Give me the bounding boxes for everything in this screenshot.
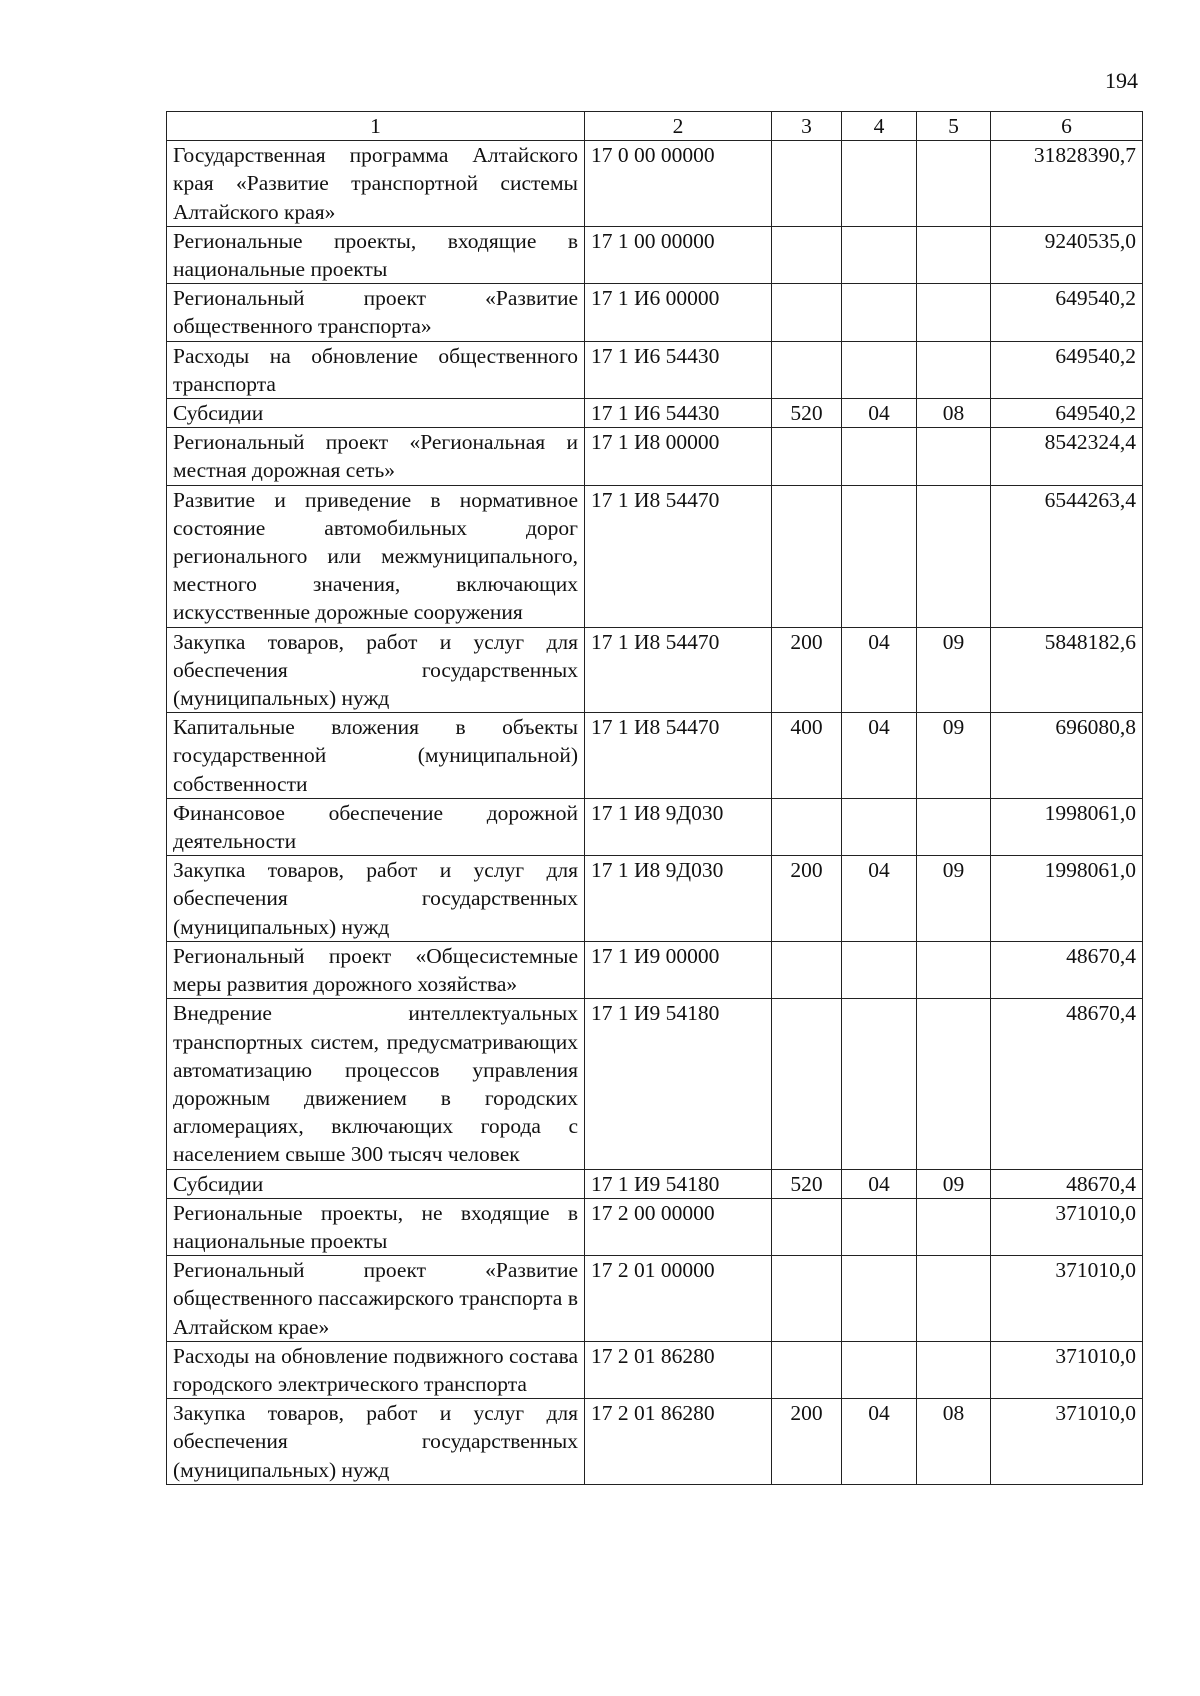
row-amount-cell: 371010,0 [991, 1256, 1143, 1342]
row-code-cell: 17 1 И9 54180 [585, 999, 772, 1169]
row-col3-cell: 520 [772, 399, 842, 428]
row-col5-cell [917, 141, 991, 227]
header-cell-2: 2 [585, 112, 772, 141]
table-row [167, 1399, 1143, 1485]
row-code-cell: 17 2 01 00000 [585, 1256, 772, 1342]
row-col3-cell [772, 999, 842, 1169]
row-col3-cell [772, 1198, 842, 1255]
row-code-cell: 17 1 И6 54430 [585, 399, 772, 428]
row-name-cell: Субсидии [167, 1169, 585, 1198]
row-col3-cell [772, 141, 842, 227]
row-col3-cell [772, 485, 842, 627]
row-name-cell: Расходы на обновление подвижного состава городского электрического транспорта [167, 1341, 585, 1398]
row-col3-cell: 200 [772, 627, 842, 713]
row-col4-cell: 04 [842, 1399, 917, 1485]
table-row [167, 141, 1143, 227]
row-name-cell: Региональный проект «Развитие общественного пассажирского транспорта в Алтайском крае» [167, 1256, 585, 1342]
row-col4-cell [842, 941, 917, 998]
row-code-cell: 17 1 И8 9Д030 [585, 798, 772, 855]
row-amount-cell: 9240535,0 [991, 226, 1143, 283]
row-name-cell: Закупка товаров, работ и услуг для обеспечения государственных (муниципальных) нужд [167, 627, 585, 713]
row-amount-cell: 696080,8 [991, 713, 1143, 799]
row-col5-cell [917, 485, 991, 627]
row-col3-cell [772, 428, 842, 485]
row-col4-cell [842, 485, 917, 627]
header-cell-3: 3 [772, 112, 842, 141]
row-name-cell: Региональный проект «Развитие общественного транспорта» [167, 284, 585, 341]
table-row [167, 399, 1143, 428]
row-name-cell: Финансовое обеспечение дорожной деятельности [167, 798, 585, 855]
row-name-cell: Закупка товаров, работ и услуг для обеспечения государственных (муниципальных) нужд [167, 856, 585, 942]
row-col5-cell [917, 1256, 991, 1342]
row-amount-cell: 649540,2 [991, 284, 1143, 341]
row-col5-cell: 09 [917, 856, 991, 942]
row-code-cell: 17 2 01 86280 [585, 1399, 772, 1485]
row-col3-cell [772, 341, 842, 398]
row-col3-cell [772, 284, 842, 341]
row-amount-cell: 31828390,7 [991, 141, 1143, 227]
table-row [167, 1198, 1143, 1255]
table-row [167, 485, 1143, 627]
row-amount-cell: 5848182,6 [991, 627, 1143, 713]
row-col4-cell [842, 428, 917, 485]
table-row [167, 1341, 1143, 1398]
row-col5-cell [917, 798, 991, 855]
row-col4-cell: 04 [842, 713, 917, 799]
row-col4-cell: 04 [842, 627, 917, 713]
table-row [167, 226, 1143, 283]
row-amount-cell: 371010,0 [991, 1341, 1143, 1398]
table-row [167, 284, 1143, 341]
table-row [167, 999, 1143, 1169]
row-col5-cell [917, 284, 991, 341]
header-cell-1: 1 [167, 112, 585, 141]
row-col4-cell [842, 284, 917, 341]
row-col3-cell: 400 [772, 713, 842, 799]
row-col4-cell [842, 1256, 917, 1342]
row-amount-cell: 1998061,0 [991, 856, 1143, 942]
row-col5-cell [917, 226, 991, 283]
row-code-cell: 17 1 И8 00000 [585, 428, 772, 485]
row-name-cell: Капитальные вложения в объекты государственной (муниципальной) собственности [167, 713, 585, 799]
table-row [167, 941, 1143, 998]
row-code-cell: 17 1 И9 54180 [585, 1169, 772, 1198]
header-cell-6: 6 [991, 112, 1143, 141]
budget-table [166, 111, 1143, 1485]
row-code-cell: 17 2 00 00000 [585, 1198, 772, 1255]
row-code-cell: 17 1 И8 54470 [585, 713, 772, 799]
table-body [167, 141, 1143, 1485]
row-code-cell: 17 1 00 00000 [585, 226, 772, 283]
row-amount-cell: 48670,4 [991, 999, 1143, 1169]
page-number: 194 [1105, 68, 1138, 93]
row-code-cell: 17 0 00 00000 [585, 141, 772, 227]
row-col3-cell [772, 1256, 842, 1342]
row-name-cell: Развитие и приведение в нормативное состояние автомобильных дорог регионального или межмуниципального, местного значения, включающих искусственные дорожные сооружения [167, 485, 585, 627]
row-amount-cell: 48670,4 [991, 941, 1143, 998]
row-amount-cell: 6544263,4 [991, 485, 1143, 627]
row-col4-cell [842, 226, 917, 283]
header-row [167, 112, 1143, 141]
row-amount-cell: 371010,0 [991, 1399, 1143, 1485]
row-col4-cell [842, 798, 917, 855]
header-cell-5: 5 [917, 112, 991, 141]
row-name-cell: Региональные проекты, входящие в национальные проекты [167, 226, 585, 283]
table-row [167, 1256, 1143, 1342]
row-name-cell: Региональный проект «Региональная и местная дорожная сеть» [167, 428, 585, 485]
table-row [167, 713, 1143, 799]
row-name-cell: Расходы на обновление общественного транспорта [167, 341, 585, 398]
row-name-cell: Региональный проект «Общесистемные меры развития дорожного хозяйства» [167, 941, 585, 998]
row-code-cell: 17 1 И9 00000 [585, 941, 772, 998]
row-col4-cell [842, 999, 917, 1169]
row-col4-cell: 04 [842, 856, 917, 942]
row-col3-cell [772, 226, 842, 283]
row-amount-cell: 1998061,0 [991, 798, 1143, 855]
row-col3-cell: 200 [772, 856, 842, 942]
row-col5-cell: 09 [917, 713, 991, 799]
row-code-cell: 17 1 И8 54470 [585, 485, 772, 627]
row-code-cell: 17 1 И6 00000 [585, 284, 772, 341]
row-code-cell: 17 1 И6 54430 [585, 341, 772, 398]
row-col5-cell: 09 [917, 627, 991, 713]
table-row [167, 428, 1143, 485]
table-row [167, 856, 1143, 942]
row-col4-cell [842, 141, 917, 227]
row-name-cell: Субсидии [167, 399, 585, 428]
row-col4-cell [842, 341, 917, 398]
row-col5-cell: 09 [917, 1169, 991, 1198]
row-amount-cell: 649540,2 [991, 341, 1143, 398]
table-row [167, 627, 1143, 713]
row-code-cell: 17 1 И8 9Д030 [585, 856, 772, 942]
row-col5-cell: 08 [917, 399, 991, 428]
row-col5-cell [917, 1341, 991, 1398]
row-name-cell: Региональные проекты, не входящие в национальные проекты [167, 1198, 585, 1255]
row-col5-cell [917, 999, 991, 1169]
row-amount-cell: 371010,0 [991, 1198, 1143, 1255]
row-col3-cell: 200 [772, 1399, 842, 1485]
row-name-cell: Государственная программа Алтайского края «Развитие транспортной системы Алтайского края» [167, 141, 585, 227]
table-row [167, 798, 1143, 855]
header-cell-4: 4 [842, 112, 917, 141]
row-amount-cell: 649540,2 [991, 399, 1143, 428]
row-col3-cell [772, 798, 842, 855]
row-code-cell: 17 2 01 86280 [585, 1341, 772, 1398]
row-col3-cell [772, 941, 842, 998]
row-col5-cell [917, 341, 991, 398]
row-col5-cell [917, 1198, 991, 1255]
row-col5-cell: 08 [917, 1399, 991, 1485]
row-col4-cell: 04 [842, 1169, 917, 1198]
table-row [167, 341, 1143, 398]
row-col4-cell [842, 1341, 917, 1398]
row-code-cell: 17 1 И8 54470 [585, 627, 772, 713]
row-amount-cell: 48670,4 [991, 1169, 1143, 1198]
table-row [167, 1169, 1143, 1198]
row-name-cell: Закупка товаров, работ и услуг для обеспечения государственных (муниципальных) нужд [167, 1399, 585, 1485]
row-col5-cell [917, 941, 991, 998]
row-amount-cell: 8542324,4 [991, 428, 1143, 485]
row-col4-cell: 04 [842, 399, 917, 428]
row-col4-cell [842, 1198, 917, 1255]
row-col3-cell: 520 [772, 1169, 842, 1198]
row-col3-cell [772, 1341, 842, 1398]
row-col5-cell [917, 428, 991, 485]
row-name-cell: Внедрение интеллектуальных транспортных систем, предусматривающих автоматизацию процессов управления дорожным движением в городских агломерациях, включающих города с населением свыше 300 тысяч человек [167, 999, 585, 1169]
